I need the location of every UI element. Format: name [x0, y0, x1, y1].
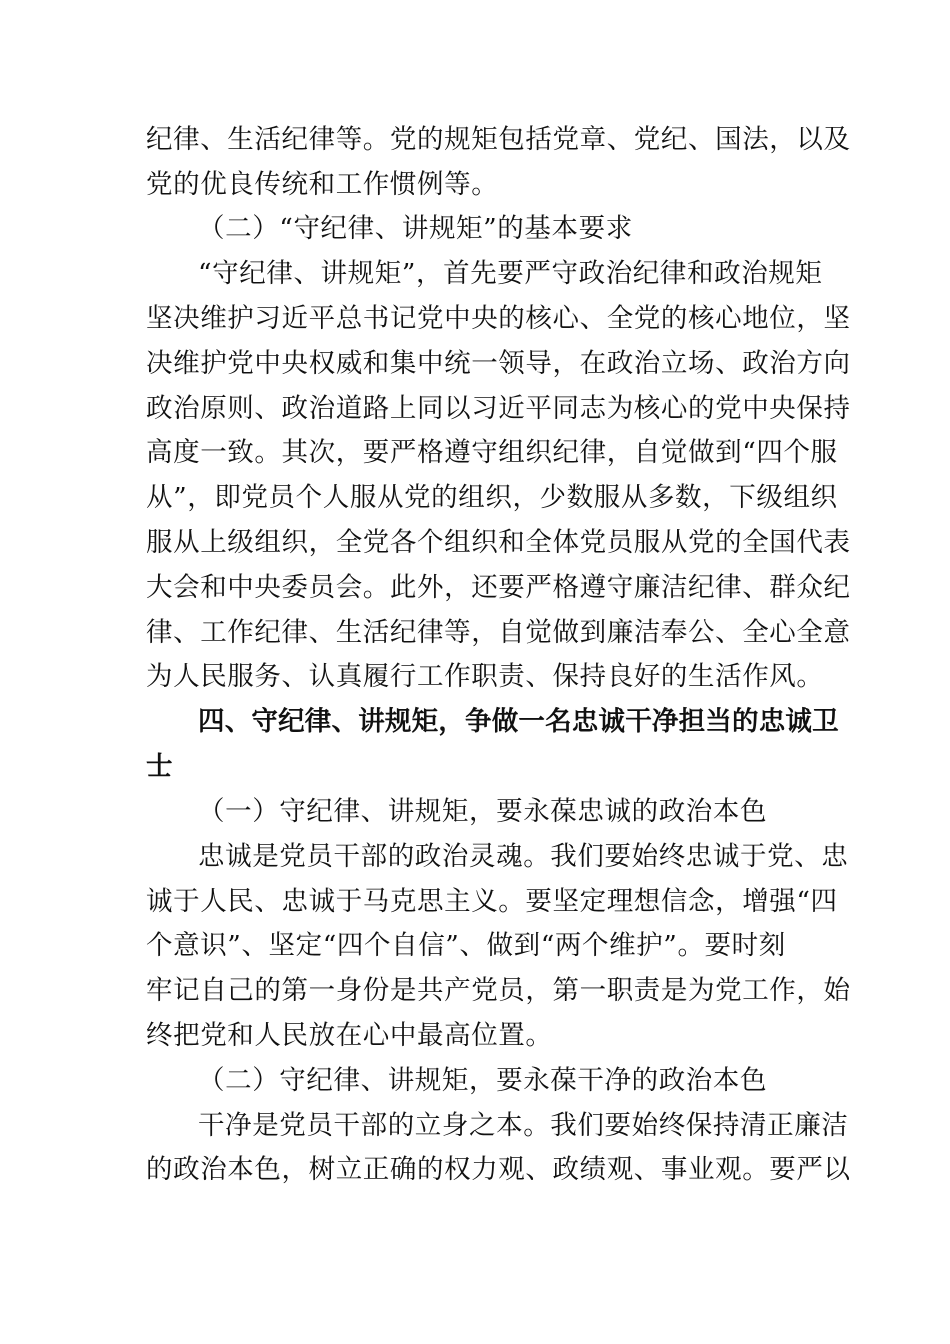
subsection-heading: （一）守纪律、讲规矩，要永葆忠诚的政治本色 — [198, 796, 768, 827]
body-text-line: 律、工作纪律、生活纪律等，自觉做到廉洁奉公、全心全意 — [146, 617, 851, 648]
body-text-line: 诚于人民、忠诚于马克思主义。要坚定理想信念，增强“四 — [146, 886, 838, 917]
body-text-line: 终把党和人民放在心中最高位置。 — [146, 1020, 553, 1051]
body-text-line: 大会和中央委员会。此外，还要严格遵守廉洁纪律、群众纪 — [146, 572, 851, 603]
body-text-line: 干净是党员干部的立身之本。我们要始终保持清正廉洁 — [198, 1110, 849, 1141]
body-text-line: 服从上级组织，全党各个组织和全体党员服从党的全国代表 — [146, 527, 851, 558]
body-text-line: “守纪律、讲规矩”，首先要严守政治纪律和政治规矩 — [198, 258, 823, 289]
section-heading-continuation: 士 — [146, 751, 173, 782]
body-text-line: 牢记自己的第一身份是共产党员，第一职责是为党工作，始 — [146, 975, 851, 1006]
body-text-line: 坚决维护习近平总书记党中央的核心、全党的核心地位，坚 — [146, 303, 851, 334]
body-text-line: 高度一致。其次，要严格遵守组织纪律，自觉做到“四个服 — [146, 437, 838, 468]
section-heading: 四、守纪律、讲规矩，争做一名忠诚干净担当的忠诚卫 — [198, 706, 839, 737]
subsection-heading: （二）守纪律、讲规矩，要永葆干净的政治本色 — [198, 1065, 768, 1096]
subsection-heading: （二）“守纪律、讲规矩”的基本要求 — [198, 213, 633, 244]
body-text-line: 决维护党中央权威和集中统一领导，在政治立场、政治方向 — [146, 348, 851, 379]
body-text-line: 纪律、生活纪律等。党的规矩包括党章、党纪、国法，以及 — [146, 124, 851, 155]
body-text-line: 的政治本色，树立正确的权力观、政绩观、事业观。要严以 — [146, 1154, 851, 1185]
body-text-line: 忠诚是党员干部的政治灵魂。我们要始终忠诚于党、忠 — [198, 841, 849, 872]
body-text-line: 政治原则、政治道路上同以习近平同志为核心的党中央保持 — [146, 393, 851, 424]
body-text-line: 个意识”、坚定“四个自信”、做到“两个维护”。要时刻 — [146, 930, 786, 961]
body-text-line: 党的优良传统和工作惯例等。 — [146, 169, 499, 200]
body-text-line: 为人民服务、认真履行工作职责、保持良好的生活作风。 — [146, 661, 824, 692]
body-text-line: 从”，即党员个人服从党的组织，少数服从多数，下级组织 — [146, 482, 838, 513]
